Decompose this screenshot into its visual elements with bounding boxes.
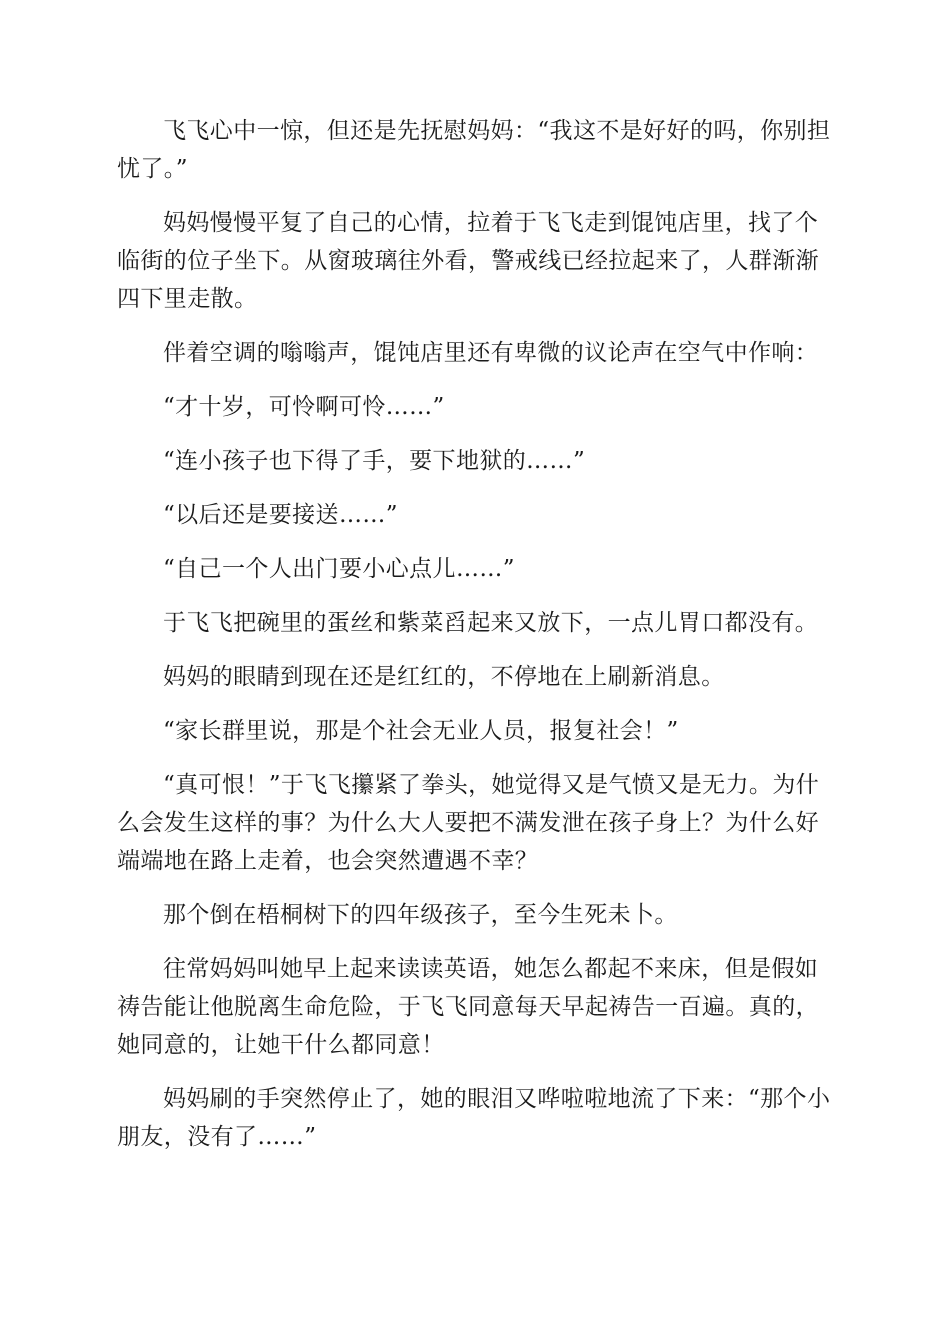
dialogue-line-3: “以后还是要接送……” (163, 502, 398, 528)
paragraph-14: 妈妈刷的手突然停止了，她的眼泪又哗啦啦地流了下来：“那个小朋友，没有了……” (117, 1086, 831, 1150)
paragraph-9: 妈妈的眼睛到现在还是红红的，不停地在上刷新消息。 (163, 664, 725, 690)
dialogue-line-2: “连小孩子也下得了手，要下地狱的……” (163, 448, 586, 474)
paragraph-11: “真可恨！”于飞飞攥紧了拳头，她觉得又是气愤又是无力。为什么会发生这样的事？为什么大人要把不满发泄在孩子身上？为什么好端端地在路上走着，也会突然遭遇不幸？ (117, 772, 820, 874)
dialogue-line-5: “家长群里说，那是个社会无业人员，报复社会！” (163, 718, 679, 744)
dialogue-line-1: “才十岁，可怜啊可怜……” (163, 394, 445, 420)
paragraph-13: 往常妈妈叫她早上起来读读英语，她怎么都起不来床，但是假如祷告能让他脱离生命危险，于飞飞同意每天早起祷告一百遍。真的，她同意的，让她干什么都同意！ (117, 956, 819, 1058)
paragraph-8: 于飞飞把碗里的蛋丝和紫菜舀起来又放下，一点儿胃口都没有。 (163, 610, 819, 636)
paragraph-2: 妈妈慢慢平复了自己的心情，拉着于飞飞走到馄饨店里，找了个临街的位子坐下。从窗玻璃往外看，警戒线已经拉起来了，人群渐渐四下里走散。 (117, 210, 819, 312)
dialogue-line-4: “自己一个人出门要小心点儿……” (163, 556, 515, 582)
paragraph-12: 那个倒在梧桐树下的四年级孩子，至今生死未卜。 (163, 902, 678, 928)
paragraph-1: 飞飞心中一惊，但还是先抚慰妈妈：“我这不是好好的吗，你别担忧了。” (117, 118, 831, 182)
paragraph-3: 伴着空调的嗡嗡声，馄饨店里还有卑微的议论声在空气中作响： (163, 340, 819, 366)
